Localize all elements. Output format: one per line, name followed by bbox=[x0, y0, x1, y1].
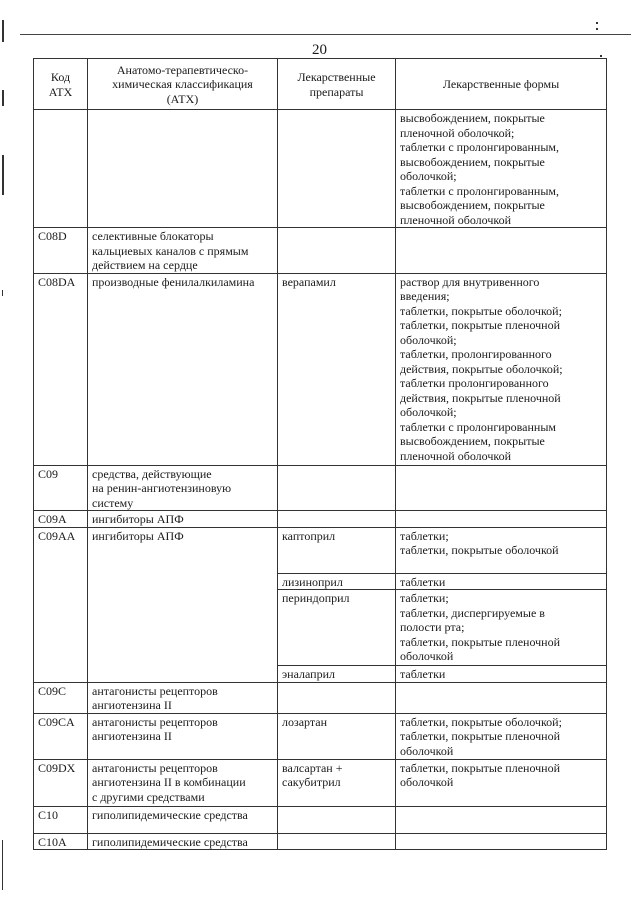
name-cell bbox=[88, 110, 278, 228]
drug-cell bbox=[278, 465, 396, 511]
header-classification: Анатомо-терапевтическо- химическая классификация (АТХ) bbox=[88, 59, 278, 110]
table-row bbox=[34, 511, 607, 528]
scan-edge-mark bbox=[2, 20, 4, 42]
forms-cell bbox=[396, 228, 607, 274]
table-header-row bbox=[34, 59, 607, 110]
drug-cell bbox=[278, 110, 396, 228]
forms-cell: таблетки, покрытые пленочной оболочкой bbox=[396, 759, 607, 806]
drug-cell bbox=[278, 806, 396, 833]
table-row bbox=[34, 806, 607, 833]
table-row bbox=[34, 228, 607, 274]
name-cell: средства, действующие на ренин-ангиотензиновую систему bbox=[88, 465, 278, 511]
forms-cell: таблетки bbox=[396, 573, 607, 590]
scan-edge-mark bbox=[2, 155, 4, 195]
scan-dot bbox=[596, 22, 598, 24]
forms-cell: высвобождением, покрытые пленочной оболочкой; таблетки с пролонгированным, высвобождением, покрытые оболочкой; таблетки с пролонгированным, высвобождением, покрытые пленочной оболочкой bbox=[396, 110, 607, 228]
header-code: Код АТХ bbox=[34, 59, 88, 110]
forms-cell: таблетки; таблетки, покрытые оболочкой bbox=[396, 527, 607, 573]
name-cell: ингибиторы АПФ bbox=[88, 527, 278, 682]
drug-cell: лизиноприл bbox=[278, 573, 396, 590]
drug-cell: верапамил bbox=[278, 273, 396, 465]
code-cell: C10 bbox=[34, 806, 88, 833]
code-cell: C08D bbox=[34, 228, 88, 274]
forms-cell: таблетки bbox=[396, 666, 607, 683]
code-cell: C09CA bbox=[34, 713, 88, 759]
top-rule bbox=[20, 34, 631, 35]
name-cell: гиполипидемические средства bbox=[88, 806, 278, 833]
drug-cell: эналаприл bbox=[278, 666, 396, 683]
code-cell bbox=[34, 110, 88, 228]
code-cell: C09C bbox=[34, 682, 88, 713]
drug-cell bbox=[278, 833, 396, 850]
code-cell: C09 bbox=[34, 465, 88, 511]
table-row bbox=[34, 110, 607, 228]
drug-cell: валсартан + сакубитрил bbox=[278, 759, 396, 806]
forms-cell bbox=[396, 833, 607, 850]
code-cell: C10A bbox=[34, 833, 88, 850]
scan-edge-mark bbox=[2, 90, 4, 106]
drug-cell bbox=[278, 228, 396, 274]
drug-cell: периндоприл bbox=[278, 590, 396, 666]
name-cell: антагонисты рецепторов ангиотензина II в комбинации с другими средствами bbox=[88, 759, 278, 806]
code-cell: C09A bbox=[34, 511, 88, 528]
name-cell: селективные блокаторы кальциевых каналов с прямым действием на сердце bbox=[88, 228, 278, 274]
drug-cell: каптоприл bbox=[278, 527, 396, 573]
atc-table bbox=[33, 58, 607, 850]
header-forms: Лекарственные формы bbox=[396, 59, 607, 110]
forms-cell bbox=[396, 806, 607, 833]
drug-cell bbox=[278, 511, 396, 528]
forms-cell: таблетки; таблетки, диспергируемые в полости рта; таблетки, покрытые пленочной оболочкой bbox=[396, 590, 607, 666]
forms-cell bbox=[396, 682, 607, 713]
scan-edge-mark bbox=[2, 290, 3, 296]
forms-cell: таблетки, покрытые оболочкой; таблетки, покрытые пленочной оболочкой bbox=[396, 713, 607, 759]
table-row bbox=[34, 465, 607, 511]
name-cell: ингибиторы АПФ bbox=[88, 511, 278, 528]
drug-cell bbox=[278, 682, 396, 713]
forms-cell: раствор для внутривенного введения; таблетки, покрытые оболочкой; таблетки, покрытые пленочной оболочкой; таблетки, пролонгированного действия, покрытые оболочкой; таблетки пролонгированного действия, покрытые пленочной оболочкой; таблетки с пролонгированным высвобождением, покрытые пленочной оболочкой bbox=[396, 273, 607, 465]
code-cell: C08DA bbox=[34, 273, 88, 465]
name-cell: антагонисты рецепторов ангиотензина II bbox=[88, 713, 278, 759]
table-row bbox=[34, 682, 607, 713]
name-cell: производные фенилалкиламина bbox=[88, 273, 278, 465]
name-cell: антагонисты рецепторов ангиотензина II bbox=[88, 682, 278, 713]
header-drugs: Лекарственные препараты bbox=[278, 59, 396, 110]
drug-cell: лозартан bbox=[278, 713, 396, 759]
table-row bbox=[34, 273, 607, 465]
scan-edge-mark bbox=[2, 840, 3, 890]
table-row bbox=[34, 527, 607, 573]
table-row bbox=[34, 713, 607, 759]
scan-dot bbox=[596, 28, 598, 30]
forms-cell bbox=[396, 465, 607, 511]
forms-cell bbox=[396, 511, 607, 528]
table-row bbox=[34, 759, 607, 806]
name-cell: гиполипидемические средства bbox=[88, 833, 278, 850]
table-row bbox=[34, 833, 607, 850]
code-cell: C09DX bbox=[34, 759, 88, 806]
code-cell: C09AA bbox=[34, 527, 88, 682]
page-number: 20 bbox=[312, 42, 327, 58]
